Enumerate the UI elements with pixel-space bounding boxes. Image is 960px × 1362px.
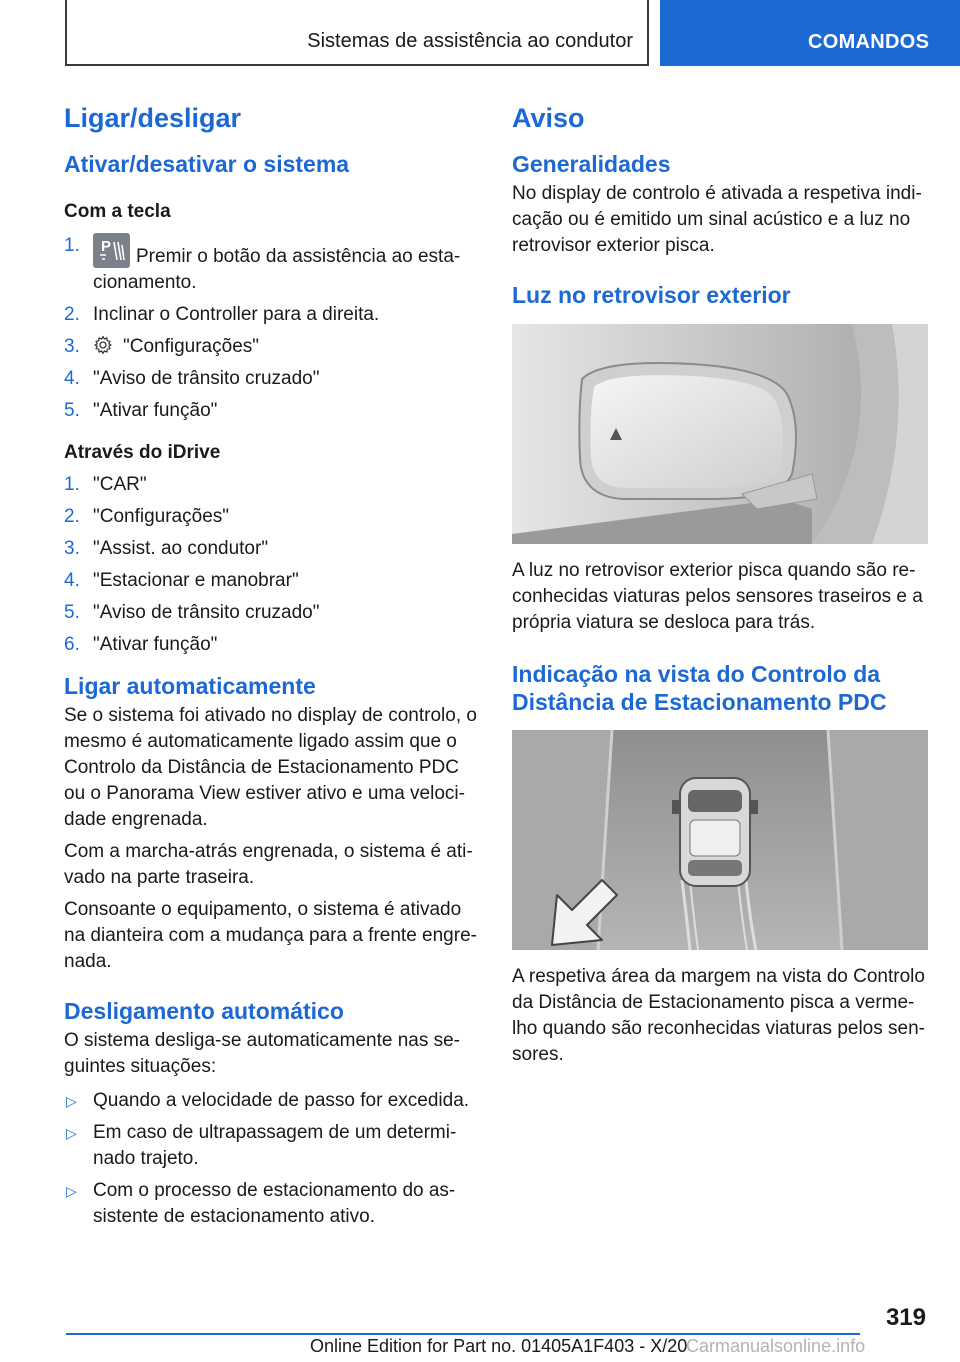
step-number: 2. [64,506,80,527]
step-number: 3. [64,538,80,559]
svg-text:P: P [101,238,112,255]
steps-with-button [64,233,478,424]
right-column [512,100,926,1068]
section-heading-pdc: Indicação na vista do Controlo da Distância de Estacionamento PDC [512,661,887,715]
step-text: "Aviso de trânsito cruzado" [93,368,320,389]
list-item [64,600,478,626]
section-heading-mirror: Luz no retrovisor exterior [512,282,791,308]
list-item [64,366,478,392]
step-text: Premir o botão da assistência ao esta-cionamento. [93,246,461,293]
list-item [64,1120,478,1172]
step-text: "Assist. ao condutor" [93,538,269,559]
image-caption: A luz no retrovisor exterior pisca quando são re-conhecidas viaturas pelos sensores traseiros e a própria viatura se desloca para trás. [512,560,923,633]
header-section-box [65,0,649,66]
footer-edition: Online Edition for Part no. 01405A1F403 - X/20 [310,1336,688,1356]
step-text: "Configurações" [123,336,260,357]
list-item [64,398,478,424]
step-text: "Configurações" [93,506,230,527]
section-heading-activate: Ativar/desativar o sistema [64,151,350,177]
section-heading-auto-off: Desligamento automático [64,998,344,1024]
list-item [64,1178,478,1230]
step-text: Inclinar o Controller para a direita. [93,304,380,325]
step-number: 6. [64,634,80,655]
paragraph: Se o sistema foi ativado no display de controlo, o mesmo é automaticamente ligado assim que o Controlo da Distância de Estacionamento PDC ou o Panorama View estiver ativo e uma veloci-dade engrenada. [64,705,477,830]
paragraph: No display de controlo é ativada a respetiva indi-cação ou é emitido um sinal acústico e a luz no retrovisor exterior pisca. [512,183,922,256]
list-item [64,334,478,360]
chapter-title: COMANDOS [808,31,930,53]
gear-icon [93,335,113,355]
bullet-text: Em caso de ultrapassagem de um determi-nado trajeto. [93,1122,457,1169]
auto-off-list [64,1088,478,1230]
list-item [64,233,478,296]
list-item [64,302,478,328]
chapter-tab [660,0,960,66]
bullet-triangle-icon: ▷ [66,1125,77,1141]
list-item [64,472,478,498]
step-text: "Aviso de trânsito cruzado" [93,602,320,623]
steps-idrive [64,472,478,658]
footer-divider [66,1333,860,1335]
mirror-image [512,324,928,544]
section-heading-general: Generalidades [512,151,671,177]
bullet-text: Quando a velocidade de passo for excedida. [93,1090,470,1111]
step-number: 1. [64,474,80,495]
subheading-idrive: Através do iDrive [64,442,221,463]
left-column [64,100,478,1236]
step-number: 5. [64,400,80,421]
bullet-triangle-icon: ▷ [66,1183,77,1199]
step-number: 5. [64,602,80,623]
step-text: "Ativar função" [93,400,218,421]
pdc-illustration [512,730,928,950]
bullet-triangle-icon: ▷ [66,1093,77,1109]
step-number: 1. [64,235,80,256]
page-title: Ligar/desligar [64,103,242,133]
pdc-image [512,730,928,950]
list-item [64,504,478,530]
paragraph: Consoante o equipamento, o sistema é ativado na dianteira com a mudança para a frente engre-nada. [64,899,477,972]
parking-assist-button-icon [93,233,130,268]
section-title-warning: Aviso [512,103,585,133]
mirror-illustration [512,324,928,544]
step-text: "Ativar função" [93,634,218,655]
page-number: 319 [885,1304,926,1331]
list-item [64,1088,478,1114]
step-number: 4. [64,570,80,591]
step-number: 2. [64,304,80,325]
paragraph: Com a marcha-atrás engrenada, o sistema é ati-vado na parte traseira. [64,841,473,888]
bullet-text: Com o processo de estacionamento do as-sistente de estacionamento ativo. [93,1180,456,1227]
image-caption: A respetiva área da margem na vista do Controlo da Distância de Estacionamento pisca a verme-lho quando são reconhecidas viaturas pelos sen-sores. [512,966,925,1065]
step-text: "Estacionar e manobrar" [93,570,299,591]
section-heading-auto-on: Ligar automaticamente [64,673,316,699]
section-title: Sistemas de assistência ao condutor [307,30,633,52]
list-item [64,632,478,658]
step-text: "CAR" [93,474,147,495]
list-item [64,536,478,562]
step-number: 4. [64,368,80,389]
step-number: 3. [64,336,80,357]
footer-watermark: Carmanualsonline.info [686,1336,866,1356]
paragraph: O sistema desliga-se automaticamente nas se-guintes situações: [64,1030,461,1077]
subheading-with-button: Com a tecla [64,201,171,222]
list-item [64,568,478,594]
